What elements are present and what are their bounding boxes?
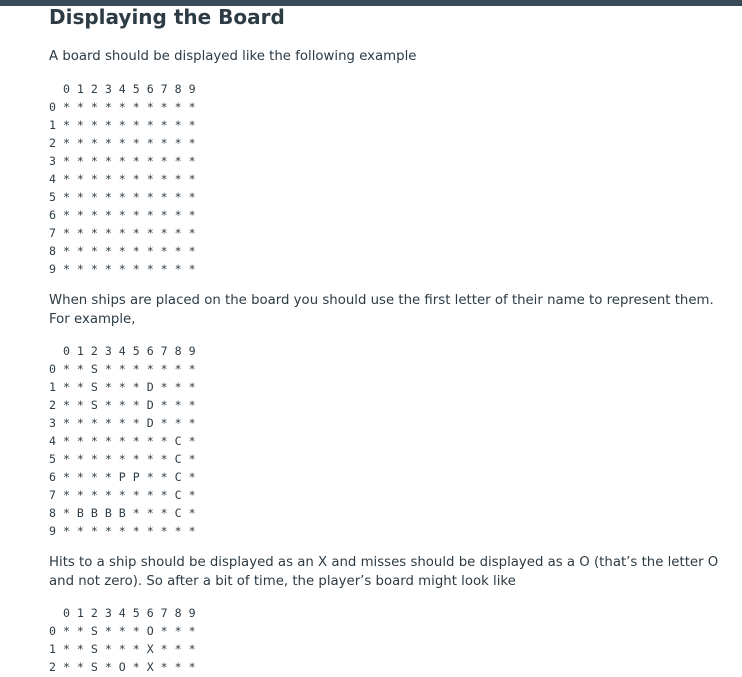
section-title: Displaying the Board <box>49 5 285 29</box>
board-row: 8 * * * * * * * * * * <box>49 244 196 258</box>
board-row: 4 * * * * * * * * C * <box>49 434 196 448</box>
board-row: 2 * * S * O * X * * * <box>49 660 196 674</box>
board-row: 6 * * * * * * * * * * <box>49 208 196 222</box>
board-row: 5 * * * * * * * * * * <box>49 190 196 204</box>
intro-paragraph: A board should be displayed like the following example <box>49 49 417 64</box>
ships-paragraph: When ships are placed on the board you should use the first letter of their name to represent them. For example, <box>49 293 714 327</box>
board-row: 9 * * * * * * * * * * <box>49 524 196 538</box>
board-row: 3 * * * * * * D * * * <box>49 416 196 430</box>
ships-board-example <box>49 342 196 540</box>
board-row: 0 1 2 3 4 5 6 7 8 9 <box>49 606 196 620</box>
board-row: 4 * * * * * * * * * * <box>49 172 196 186</box>
board-row: 0 * * S * * * * * * * <box>49 362 196 376</box>
board-row: 7 * * * * * * * * C * <box>49 488 196 502</box>
hits-paragraph: Hits to a ship should be displayed as an X and misses should be displayed as a O (that’s the letter O and not zero). So after a bit of time, the player’s board might look like <box>49 555 719 589</box>
board-row: 8 * B B B B * * * C * <box>49 506 196 520</box>
board-row: 1 * * * * * * * * * * <box>49 118 196 132</box>
board-row: 2 * * * * * * * * * * <box>49 136 196 150</box>
hits-board-example <box>49 604 196 676</box>
board-row: 3 * * * * * * * * * * <box>49 154 196 168</box>
board-row: 1 * * S * * * X * * * <box>49 642 196 656</box>
board-row: 0 * * * * * * * * * * <box>49 100 196 114</box>
board-row: 5 * * * * * * * * C * <box>49 452 196 466</box>
board-row: 7 * * * * * * * * * * <box>49 226 196 240</box>
empty-board-example <box>49 80 196 278</box>
board-row: 6 * * * * P P * * C * <box>49 470 196 484</box>
board-row: 1 * * S * * * D * * * <box>49 380 196 394</box>
board-row: 0 1 2 3 4 5 6 7 8 9 <box>49 344 196 358</box>
board-row: 9 * * * * * * * * * * <box>49 262 196 276</box>
board-row: 0 1 2 3 4 5 6 7 8 9 <box>49 82 196 96</box>
board-row: 0 * * S * * * O * * * <box>49 624 196 638</box>
board-row: 2 * * S * * * D * * * <box>49 398 196 412</box>
